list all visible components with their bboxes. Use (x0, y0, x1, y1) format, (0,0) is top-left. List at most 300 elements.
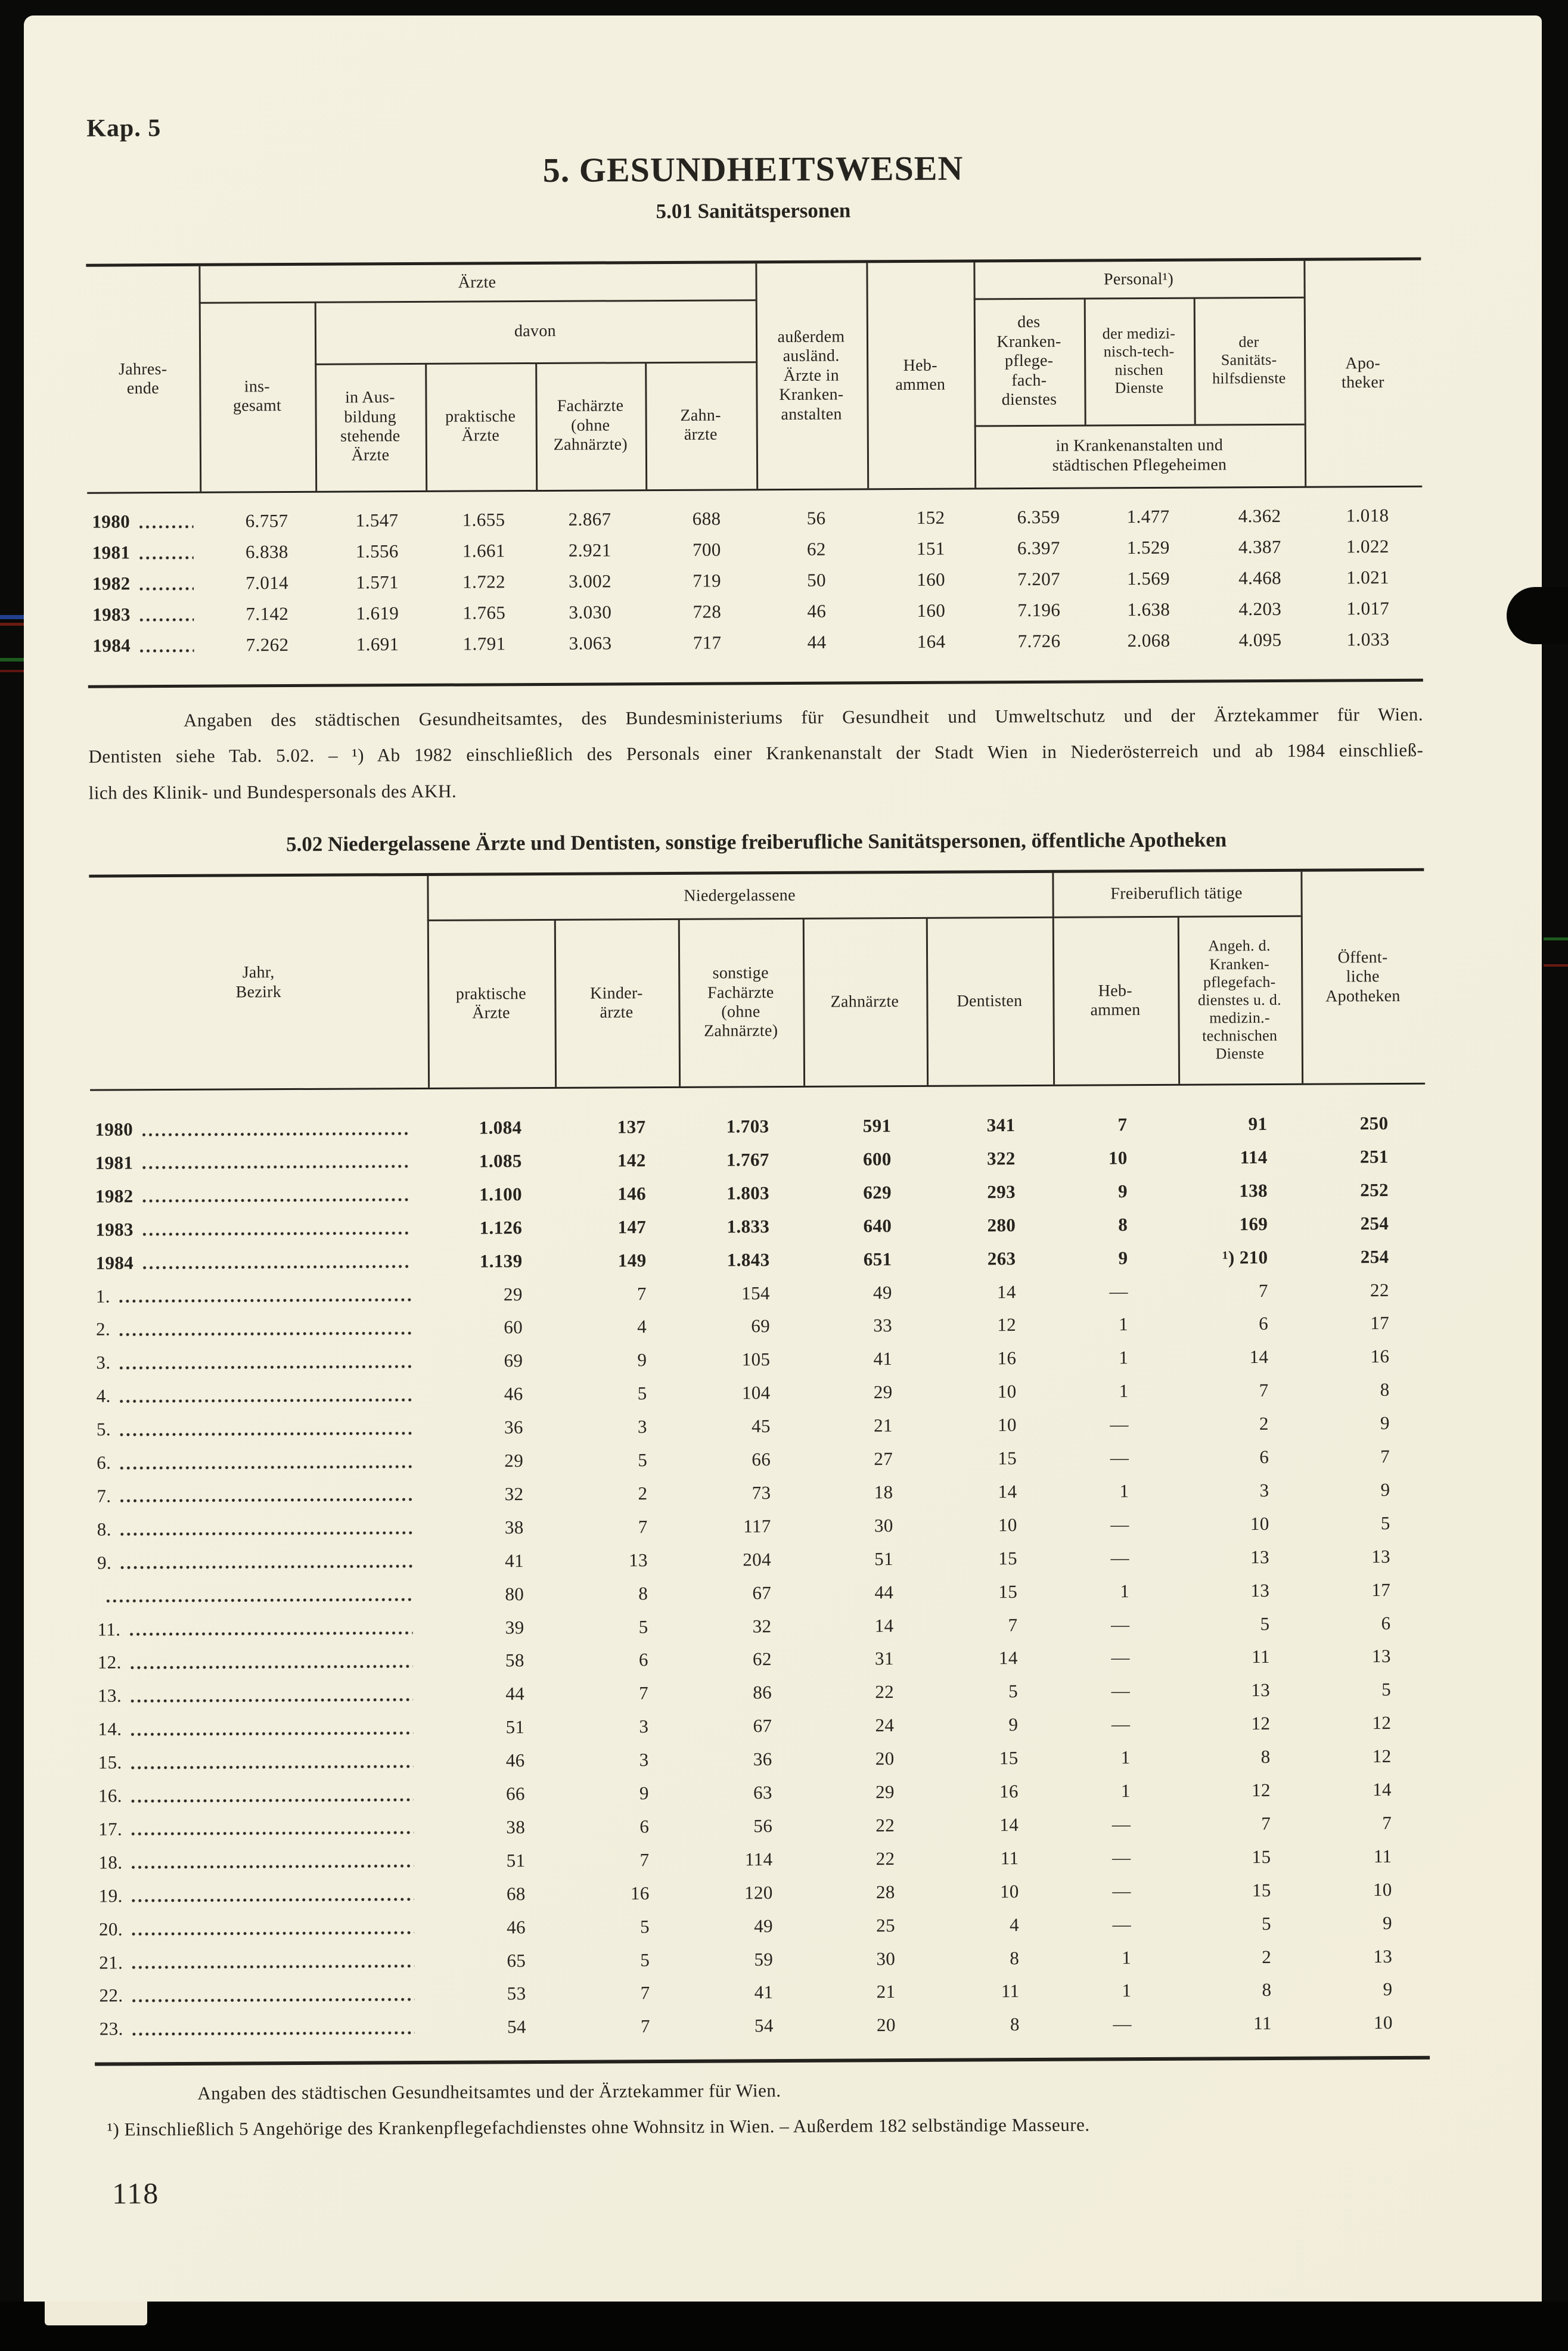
cell-hebammen: 1 (1119, 1313, 1129, 1335)
table-row (92, 1440, 1427, 1479)
cell-angehoerige: 12 (1252, 1779, 1271, 1801)
cell-hebammen: — (1111, 1713, 1131, 1735)
cell-dentisten: 14 (999, 1813, 1019, 1836)
cell-dentisten: 15 (998, 1547, 1018, 1569)
row-label: 22. (94, 1983, 432, 2007)
col-header-apotheker: Apo- theker (1341, 353, 1384, 392)
cell-angehoerige: 13 (1251, 1679, 1271, 1701)
dot-leader (132, 1997, 415, 2004)
cell-kinderaerzte: 137 (617, 1116, 646, 1138)
cell-sonstige-fachaerzte: 67 (752, 1582, 772, 1603)
row-label: 1980 (87, 511, 200, 533)
cell-med-technisch: 1.638 (1127, 598, 1170, 620)
cell-angehoerige: 8 (1262, 1979, 1272, 2001)
cell-in-ausbildung: 1.619 (356, 602, 399, 624)
cell-hebammen: — (1111, 1647, 1130, 1668)
cell-praktische: 54 (507, 2016, 526, 2038)
cell-kinderaerzte: 9 (637, 1349, 647, 1371)
cell-oeffentliche-apotheken: 7 (1382, 1812, 1392, 1833)
cell-kinderaerzte: 2 (638, 1483, 648, 1504)
cell-angehoerige: 12 (1251, 1713, 1271, 1734)
table2-footnote: ¹) Einschließlich 5 Angehörige des Krankenpflegefachdienstes ohne Wohnsitz in Wien. – Außerdem 182 selbständige Masseure. (107, 2114, 1090, 2140)
dot-leader (130, 1731, 413, 1737)
cell-insgesamt: 6.838 (245, 541, 288, 563)
cell-hebammen: — (1111, 1813, 1131, 1835)
cell-sonstige-fachaerzte: 54 (754, 2015, 774, 2036)
cell-in-ausbildung: 1.571 (356, 572, 399, 593)
cell-med-technisch: 2.068 (1127, 629, 1170, 651)
dot-leader (119, 1431, 412, 1437)
cell-sonstige-fachaerzte: 41 (754, 1982, 774, 2003)
cell-sonstige-fachaerzte: 1.803 (726, 1182, 770, 1204)
col-header-aerzte-group: Ärzte (458, 273, 496, 292)
cell-zahnaerzte: 700 (692, 539, 721, 560)
cell-med-technisch: 1.477 (1126, 505, 1170, 527)
col-header-praktische: praktische Ärzte (455, 984, 526, 1023)
table-row (95, 2007, 1430, 2045)
cell-praktische: 1.791 (462, 633, 506, 654)
cell-hebammen: 9 (1118, 1247, 1128, 1268)
cell-kinderaerzte: 13 (629, 1549, 648, 1570)
cell-hebammen: — (1110, 1447, 1129, 1468)
dot-leader (139, 586, 194, 591)
cell-zahnaerzte: 29 (875, 1781, 895, 1803)
cell-angehoerige: 6 (1259, 1313, 1269, 1334)
cell-angehoerige: 138 (1239, 1179, 1268, 1201)
dot-leader (131, 1864, 414, 1870)
cell-praktische: 32 (504, 1483, 524, 1505)
col-header-hebammen: Heb- ammen (895, 356, 946, 395)
cell-zahnaerzte: 22 (875, 1814, 895, 1836)
cell-angehoerige: 11 (1253, 2013, 1272, 2034)
cell-praktische: 1.084 (479, 1117, 522, 1138)
cell-krankenpflege: 7.726 (1017, 630, 1061, 652)
cell-dentisten: 11 (1000, 1847, 1019, 1869)
scan-artifact-line (0, 670, 24, 672)
cell-kinderaerzte: 4 (637, 1316, 647, 1337)
cell-praktische: 39 (505, 1616, 524, 1638)
cell-apotheker: 1.021 (1346, 567, 1390, 588)
cell-praktische: 66 (506, 1783, 526, 1805)
cell-fachaerzte: 3.030 (569, 601, 612, 623)
col-header-freiberuflich-group: Freiberuflich tätige (1110, 884, 1243, 903)
cell-zahnaerzte: 44 (874, 1581, 894, 1602)
cell-zahnaerzte: 18 (874, 1481, 893, 1503)
cell-zahnaerzte: 20 (875, 1748, 895, 1769)
cell-kinderaerzte: 146 (617, 1182, 647, 1204)
cell-oeffentliche-apotheken: 252 (1360, 1179, 1389, 1201)
cell-oeffentliche-apotheken: 17 (1371, 1579, 1391, 1600)
cell-sonstige-fachaerzte: 1.833 (726, 1215, 770, 1237)
cell-zahnaerzte: 25 (876, 1914, 896, 1936)
chapter-label: Kap. 5 (86, 114, 162, 142)
cell-apotheker: 1.033 (1346, 629, 1390, 650)
cell-auslaendische: 62 (806, 538, 826, 560)
cell-fachaerzte: 3.063 (569, 632, 612, 654)
dot-leader (119, 1397, 412, 1404)
cell-apotheker: 1.018 (1346, 505, 1389, 526)
cell-zahnaerzte: 31 (874, 1648, 894, 1669)
table-row (91, 1340, 1426, 1379)
col-header-med-technisch: der medizi- nisch-tech- nischen Dienste (1102, 324, 1176, 396)
cell-hebammen: 9 (1117, 1180, 1128, 1202)
cell-kinderaerzte: 9 (639, 1782, 649, 1804)
cell-kinderaerzte: 3 (639, 1749, 649, 1771)
cell-kinderaerzte: 6 (638, 1649, 648, 1670)
table-row (94, 1973, 1429, 2012)
cell-kinderaerzte: 5 (638, 1449, 648, 1471)
row-label: 1982 (88, 573, 200, 595)
table-row (91, 1174, 1426, 1213)
table-row (92, 1507, 1427, 1546)
cell-oeffentliche-apotheken: 10 (1373, 1878, 1392, 1900)
cell-hebammen: 1 (1119, 1380, 1129, 1402)
row-label: 23. (95, 2017, 433, 2040)
cell-hebammen: 1 (1120, 1580, 1130, 1601)
dot-leader (142, 1264, 411, 1271)
cell-krankenpflege: 6.397 (1017, 537, 1060, 559)
cell-oeffentliche-apotheken: 17 (1370, 1312, 1390, 1334)
cell-oeffentliche-apotheken: 6 (1381, 1612, 1391, 1633)
cell-kinderaerzte: 6 (639, 1816, 650, 1837)
cell-hebammen: — (1111, 1846, 1131, 1868)
cell-dentisten: 341 (986, 1114, 1016, 1136)
scan-artifact-line (0, 658, 24, 661)
cell-dentisten: 15 (998, 1448, 1017, 1469)
col-header-niedergelassene-group: Niedergelassene (684, 886, 796, 906)
cell-oeffentliche-apotheken: 9 (1380, 1479, 1390, 1500)
cell-fachaerzte: 2.921 (568, 539, 611, 561)
table1-caption: 5.01 Sanitätspersonen (656, 198, 851, 223)
scan-bottom-bar (0, 2302, 1568, 2351)
cell-kinderaerzte: 16 (630, 1882, 650, 1903)
cell-oeffentliche-apotheken: 10 (1373, 2012, 1393, 2033)
row-label (92, 1592, 430, 1599)
cell-praktische: 36 (504, 1417, 523, 1438)
dot-leader (105, 1597, 412, 1604)
cell-dentisten: 14 (996, 1281, 1016, 1302)
cell-angehoerige: 7 (1258, 1279, 1268, 1301)
table-row (93, 1640, 1428, 1679)
cell-dentisten: 12 (997, 1314, 1017, 1336)
cell-sonstige-fachaerzte: 104 (741, 1382, 771, 1403)
cell-praktische: 1.139 (479, 1250, 523, 1272)
row-label: 1984 (91, 1251, 429, 1274)
cell-zahnaerzte: 41 (873, 1348, 893, 1369)
cell-dentisten: 15 (999, 1747, 1019, 1769)
dot-leader (120, 1530, 412, 1537)
table-row (94, 1906, 1429, 1945)
cell-angehoerige: 6 (1259, 1446, 1269, 1468)
cell-praktische: 44 (505, 1683, 525, 1704)
cell-oeffentliche-apotheken: 9 (1380, 1412, 1390, 1434)
cell-angehoerige: 7 (1261, 1812, 1271, 1834)
row-label: 14. (93, 1717, 431, 1740)
scan-artifact-line (0, 615, 24, 619)
cell-dentisten: 7 (1008, 1614, 1018, 1635)
col-header-jahresende: Jahres- ende (118, 359, 167, 398)
row-label: 20. (94, 1917, 432, 1940)
cell-praktische: 46 (505, 1750, 525, 1771)
page-number: 118 (112, 2176, 160, 2210)
cell-zahnaerzte: 719 (693, 570, 722, 591)
table-row (91, 1307, 1426, 1346)
col-header-zahnaerzte: Zahnärzte (830, 992, 899, 1011)
cell-sonstige-fachaerzte: 1.843 (726, 1249, 770, 1271)
cell-auslaendische: 56 (806, 507, 826, 529)
cell-zahnaerzte: 30 (876, 1948, 896, 1969)
cell-angehoerige: 2 (1262, 1946, 1272, 1967)
cell-dentisten: 10 (999, 1880, 1019, 1902)
col-header-oeffentliche-apotheken: Öffent- liche Apotheken (1325, 948, 1401, 1006)
table-row (92, 1573, 1427, 1612)
cell-sonstige-fachaerzte: 69 (751, 1315, 771, 1337)
col-header-insgesamt: ins- gesamt (232, 377, 282, 415)
cell-in-ausbildung: 1.556 (355, 541, 399, 562)
cell-angehoerige: 13 (1250, 1579, 1270, 1601)
cell-insgesamt: 7.014 (246, 572, 289, 594)
col-header-in-krankenanstalten: in Krankenanstalten und städtischen Pflegeheimen (1052, 436, 1227, 475)
table-row (92, 1540, 1427, 1579)
cell-angehoerige: 15 (1252, 1846, 1271, 1867)
table-row (91, 1207, 1426, 1246)
table-row (94, 1740, 1429, 1779)
cell-hebammen: 151 (916, 538, 945, 559)
col-header-auslaendische: außerdem ausländ. Ärzte in Kranken- anstalten (777, 327, 845, 424)
cell-kinderaerzte: 3 (637, 1416, 647, 1437)
cell-hebammen: 1 (1119, 1347, 1129, 1368)
dot-leader (131, 1964, 414, 1970)
cell-dentisten: 9 (1008, 1714, 1019, 1735)
cell-hebammen: 8 (1118, 1213, 1128, 1235)
cell-sonstige-fachaerzte: 1.767 (726, 1149, 769, 1170)
dot-leader (119, 1464, 412, 1471)
dot-leader (130, 1664, 413, 1670)
col-header-sanitaetshilfs: der Sanitäts- hilfsdienste (1212, 333, 1286, 387)
cell-fachaerzte: 2.867 (568, 508, 611, 530)
cell-sonstige-fachaerzte: 204 (743, 1548, 772, 1570)
cell-praktische: 41 (505, 1549, 524, 1571)
table-row (94, 1940, 1429, 1979)
cell-zahnaerzte: 600 (862, 1148, 892, 1170)
cell-auslaendische: 46 (807, 600, 827, 622)
table1-source-note-line2: Dentisten siehe Tab. 5.02. – ¹) Ab 1982 einschließlich des Personals einer Krankenanstalt der Stadt Wien in Niederösterreich und ab 1984 einschließ- (88, 739, 1424, 767)
cell-kinderaerzte: 8 (638, 1582, 648, 1604)
cell-dentisten: 10 (998, 1414, 1017, 1436)
cell-sanitaetshilfs: 4.203 (1238, 598, 1282, 620)
cell-oeffentliche-apotheken: 13 (1371, 1545, 1391, 1567)
row-label: 18. (94, 1850, 431, 1874)
cell-hebammen: — (1112, 1880, 1131, 1902)
cell-hebammen: — (1109, 1280, 1128, 1302)
cell-angehoerige: 169 (1239, 1213, 1268, 1234)
cell-hebammen: — (1113, 2013, 1132, 2035)
row-label: 3. (91, 1350, 429, 1374)
cell-oeffentliche-apotheken: 12 (1372, 1746, 1392, 1767)
cell-dentisten: 14 (998, 1480, 1017, 1502)
dot-leader (138, 524, 193, 529)
cell-angehoerige: 5 (1260, 1613, 1270, 1634)
cell-kinderaerzte: 7 (639, 1849, 650, 1870)
cell-dentisten: 10 (997, 1381, 1017, 1402)
scan-edge-mark (1507, 587, 1568, 644)
cell-praktische: 1.722 (462, 571, 506, 592)
cell-zahnaerzte: 33 (873, 1315, 893, 1336)
cell-oeffentliche-apotheken: 13 (1373, 1945, 1393, 1967)
dot-leader (131, 1930, 414, 1937)
cell-angehoerige: 10 (1250, 1513, 1269, 1534)
table-row (91, 1274, 1426, 1312)
scan-artifact-line (1544, 964, 1568, 967)
row-label: 9. (92, 1551, 430, 1574)
cell-fachaerzte: 3.002 (569, 570, 612, 592)
cell-zahnaerzte: 728 (693, 601, 722, 622)
table1-bottom-rule (88, 679, 1423, 688)
cell-kinderaerzte: 142 (617, 1150, 646, 1171)
cell-praktische: 51 (505, 1716, 525, 1738)
cell-oeffentliche-apotheken: 5 (1381, 1679, 1392, 1700)
col-header-praktische: praktische Ärzte (445, 406, 516, 445)
cell-praktische: 38 (504, 1516, 524, 1538)
row-label: 6. (92, 1451, 430, 1474)
cell-angehoerige: 7 (1259, 1380, 1269, 1401)
col-header-in-ausbildung: in Aus- bildung stehende Ärzte (340, 388, 400, 465)
cell-sonstige-fachaerzte: 56 (753, 1815, 773, 1837)
cell-praktische: 38 (506, 1816, 526, 1838)
dot-leader (142, 1197, 411, 1204)
cell-krankenpflege: 7.196 (1017, 599, 1061, 621)
dot-leader (141, 1131, 410, 1138)
col-header-jahr-bezirk: Jahr, Bezirk (235, 963, 282, 1001)
cell-oeffentliche-apotheken: 12 (1372, 1712, 1392, 1734)
cell-dentisten: 8 (1010, 2014, 1020, 2035)
col-header-fachaerzte: Fachärzte (ohne Zahnärzte) (553, 396, 628, 455)
cell-sonstige-fachaerzte: 66 (752, 1449, 771, 1470)
cell-hebammen: 1 (1120, 1747, 1131, 1768)
cell-praktische: 29 (503, 1283, 523, 1305)
cell-oeffentliche-apotheken: 254 (1360, 1246, 1389, 1267)
cell-sonstige-fachaerzte: 59 (754, 1948, 774, 1970)
cell-dentisten: 15 (998, 1580, 1018, 1602)
cell-angehoerige: 8 (1260, 1746, 1271, 1768)
cell-angehoerige: 3 (1259, 1479, 1269, 1501)
cell-oeffentliche-apotheken: 7 (1380, 1446, 1390, 1467)
table-row (88, 624, 1423, 661)
col-header-davon: davon (514, 321, 556, 340)
cell-sanitaetshilfs: 4.387 (1238, 536, 1281, 558)
cell-sonstige-fachaerzte: 49 (754, 1915, 774, 1936)
dot-leader (120, 1497, 412, 1504)
cell-krankenpflege: 6.359 (1017, 506, 1060, 528)
cell-kinderaerzte: 7 (640, 2015, 650, 2037)
cell-insgesamt: 6.757 (245, 510, 288, 532)
cell-sonstige-fachaerzte: 117 (743, 1515, 771, 1537)
cell-oeffentliche-apotheken: 254 (1360, 1212, 1389, 1234)
cell-hebammen: 10 (1108, 1147, 1128, 1169)
cell-zahnaerzte: 717 (693, 632, 722, 653)
cell-hebammen: 1 (1120, 1780, 1131, 1802)
cell-hebammen: — (1111, 1613, 1130, 1635)
row-label: 13. (93, 1684, 431, 1707)
table-row (92, 1474, 1427, 1513)
cell-zahnaerzte: 24 (875, 1715, 895, 1736)
cell-hebammen: — (1111, 1680, 1131, 1701)
col-header-zahnaerzte: Zahn- ärzte (680, 406, 721, 444)
cell-praktische: 51 (506, 1849, 526, 1871)
table-row (90, 1107, 1425, 1146)
dot-leader (142, 1231, 411, 1237)
cell-zahnaerzte: 49 (873, 1281, 892, 1303)
cell-oeffentliche-apotheken: 13 (1371, 1645, 1391, 1667)
table-sanitaetspersonen (86, 257, 1423, 688)
row-label: 12. (93, 1650, 431, 1673)
cell-sonstige-fachaerzte: 86 (753, 1682, 772, 1703)
cell-zahnaerzte: 629 (863, 1181, 892, 1203)
row-label: 5. (92, 1417, 430, 1440)
dot-leader (139, 648, 194, 653)
row-label: 2. (91, 1317, 429, 1340)
cell-angehoerige: 15 (1252, 1879, 1271, 1900)
dot-leader (141, 1164, 410, 1170)
row-label: 1981 (91, 1151, 429, 1174)
cell-hebammen: 160 (917, 569, 946, 590)
dot-leader (131, 1897, 414, 1903)
cell-praktische: 1.655 (462, 509, 505, 530)
cell-praktische: 80 (505, 1583, 524, 1604)
cell-praktische: 1.085 (479, 1150, 522, 1172)
row-label: 4. (92, 1384, 430, 1407)
cell-sonstige-fachaerzte: 73 (752, 1482, 771, 1504)
cell-angehoerige: 13 (1250, 1546, 1270, 1567)
cell-sonstige-fachaerzte: 105 (741, 1349, 771, 1370)
cell-dentisten: 293 (987, 1181, 1016, 1203)
table1-source-note-line3: lich des Klinik- und Bundespersonals des AKH. (88, 780, 457, 803)
cell-dentisten: 14 (998, 1647, 1018, 1669)
table-row (93, 1673, 1428, 1712)
dot-leader (119, 1331, 411, 1337)
cell-oeffentliche-apotheken: 14 (1372, 1779, 1392, 1800)
table-row (94, 1807, 1429, 1846)
cell-praktische: 46 (507, 1916, 526, 1937)
cell-dentisten: 4 (1010, 1914, 1020, 1935)
page-content (24, 15, 1542, 2351)
cell-dentisten: 5 (1008, 1681, 1019, 1702)
col-header-kinderaerzte: Kinder- ärzte (589, 983, 643, 1022)
row-label: 1983 (88, 604, 200, 626)
cell-zahnaerzte: 21 (876, 1981, 896, 2002)
cell-auslaendische: 50 (807, 569, 827, 591)
col-header-personal-group: Personal¹) (1103, 269, 1174, 289)
cell-hebammen: — (1110, 1546, 1130, 1569)
dot-leader (119, 1364, 411, 1371)
cell-angehoerige: 2 (1259, 1413, 1269, 1434)
cell-zahnaerzte: 14 (874, 1614, 894, 1636)
cell-zahnaerzte: 30 (874, 1514, 893, 1536)
cell-sanitaetshilfs: 4.468 (1238, 567, 1282, 589)
col-header-hebammen: Heb- ammen (1090, 981, 1141, 1020)
row-label: 15. (94, 1750, 431, 1774)
cell-sonstige-fachaerzte: 114 (744, 1848, 773, 1870)
cell-auslaendische: 44 (807, 631, 827, 653)
cell-kinderaerzte: 147 (617, 1216, 647, 1238)
scan-artifact-line (0, 623, 24, 626)
table-row (91, 1141, 1426, 1179)
cell-sonstige-fachaerzte: 154 (741, 1282, 770, 1303)
row-label: 19. (94, 1884, 432, 1907)
cell-angehoerige: 11 (1252, 1646, 1270, 1667)
cell-zahnaerzte: 22 (875, 1847, 895, 1869)
row-label: 1980 (90, 1117, 428, 1141)
